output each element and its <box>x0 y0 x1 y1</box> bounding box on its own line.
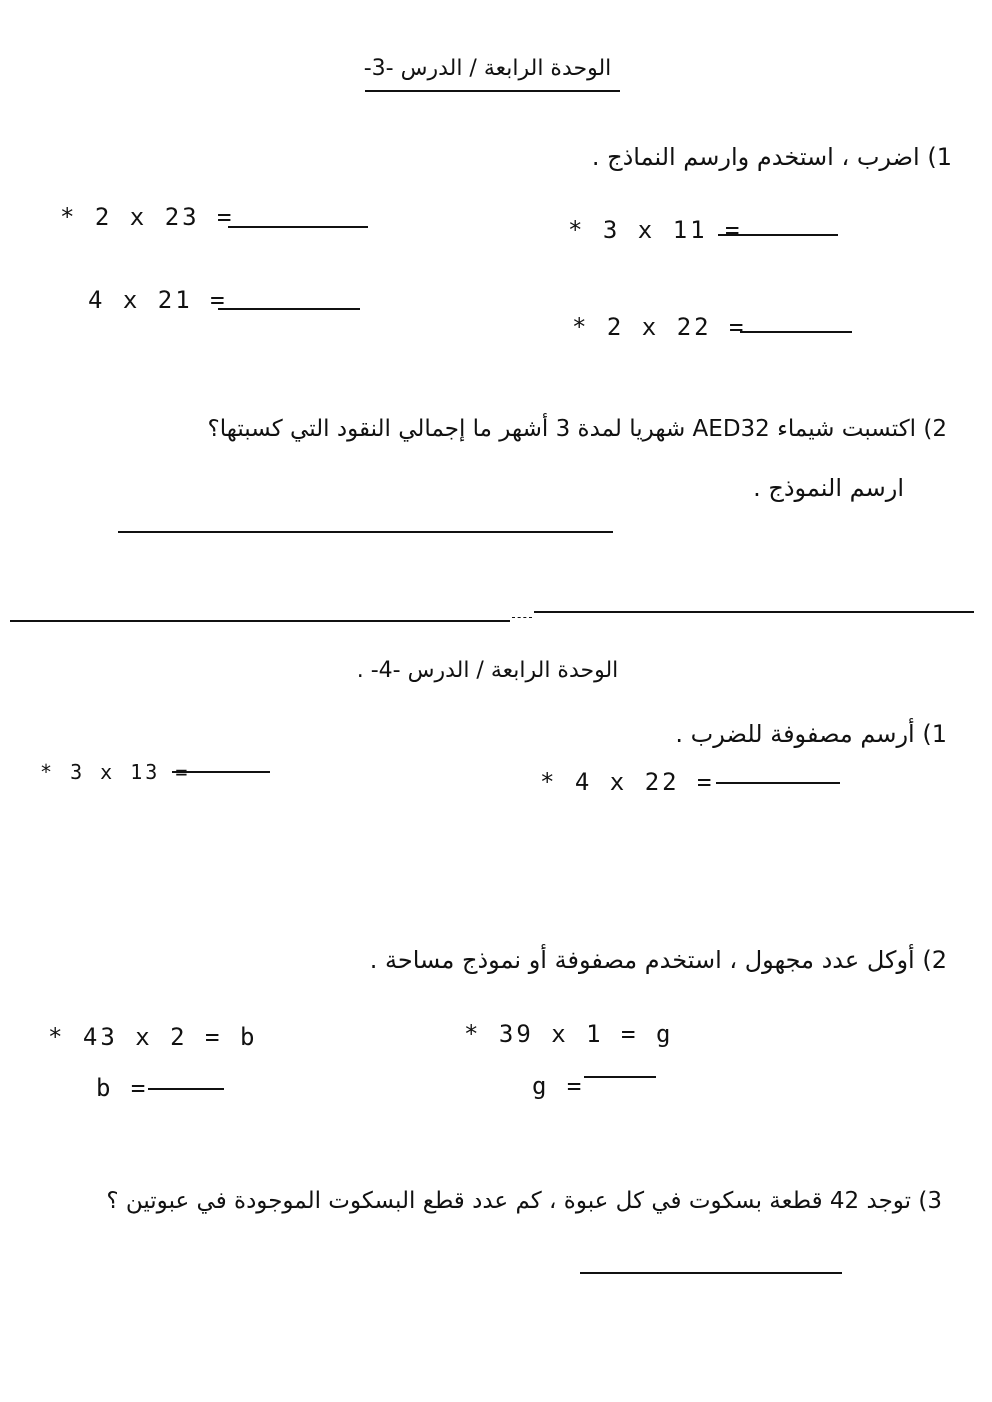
answer-line[interactable] <box>716 782 840 784</box>
s2-q1-item-4x22: * 4 x 22 = <box>540 768 715 796</box>
answer-line[interactable] <box>584 1076 656 1078</box>
answer-line[interactable] <box>118 531 613 533</box>
s2-question-2-label: 2) أوكل عدد مجهول ، استخدم مصفوفة أو نموذج مساحة . <box>369 946 947 974</box>
section-1-title-underline <box>365 90 620 92</box>
s2-question-3-label: 3) توجد 42 قطعة بسكوت في كل عبوة ، كم عدد قطع البسكوت الموجودة في عبوتين ؟ <box>106 1188 942 1214</box>
section-divider <box>10 620 510 622</box>
section-divider-break <box>512 617 532 618</box>
answer-line[interactable] <box>740 331 852 333</box>
section-1-title: الوحدة الرابعة / الدرس -3- <box>363 56 612 81</box>
section-divider <box>534 611 974 613</box>
s2-q1-item-3x13: * 3 x 13 = <box>40 760 191 784</box>
answer-line[interactable] <box>718 234 838 236</box>
answer-line[interactable] <box>218 308 360 310</box>
s1-q1-item-4x21: 4 x 21 = <box>88 286 228 314</box>
s2-q2-equation-g: * 39 x 1 = g <box>464 1020 674 1048</box>
s1-question-1-label: 1) اضرب ، استخدم وارسم النماذج . <box>591 143 952 171</box>
s1-question-2-line-2: ارسم النموذج . <box>753 474 904 502</box>
s1-question-2-line-1: 2) اكتسبت شيماء AED32 شهريا لمدة 3 أشهر ما إجمالي النقود التي كسبتها؟ <box>207 416 947 442</box>
answer-line[interactable] <box>580 1272 842 1274</box>
answer-line[interactable] <box>228 226 368 228</box>
s2-question-1-label: 1) أرسم مصفوفة للضرب . <box>675 720 947 748</box>
answer-line[interactable] <box>148 1088 224 1090</box>
answer-line[interactable] <box>172 771 270 773</box>
s2-q2-answer-g-label: g = <box>532 1072 585 1100</box>
s1-q1-item-3x11: * 3 x 11 = <box>568 216 743 244</box>
s2-q2-answer-b-label: b = <box>96 1074 149 1102</box>
s1-q1-item-2x23: * 2 x 23 = <box>60 203 235 231</box>
s2-q2-equation-b: * 43 x 2 = b <box>48 1023 258 1051</box>
s1-q1-item-2x22: * 2 x 22 = <box>572 313 747 341</box>
section-2-title: الوحدة الرابعة / الدرس -4- . <box>356 658 619 683</box>
